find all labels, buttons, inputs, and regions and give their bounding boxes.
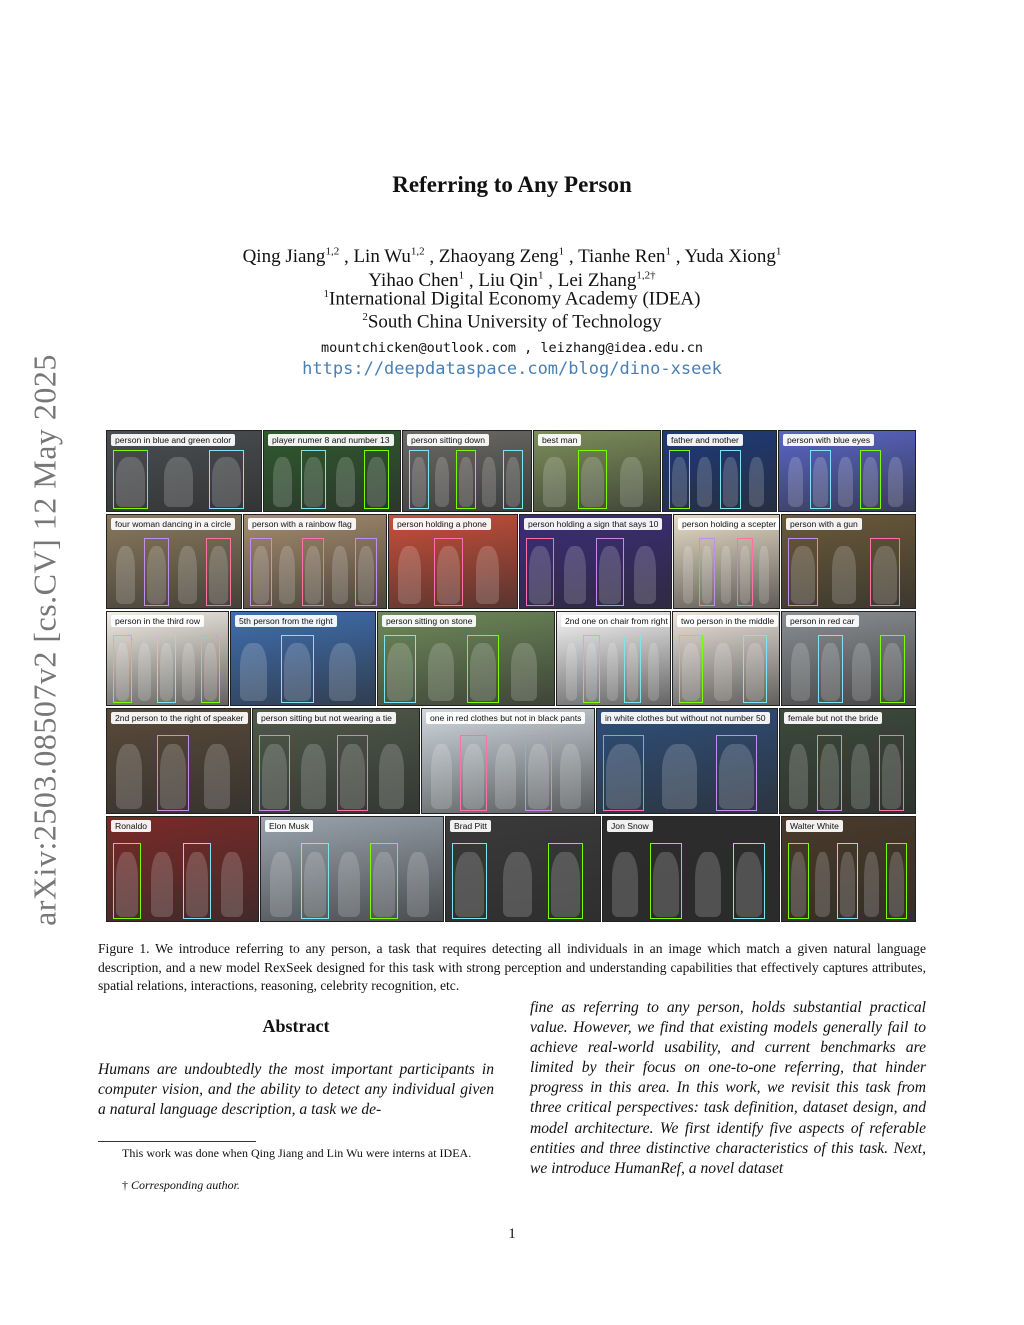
detection-box [337, 735, 368, 811]
detection-box [460, 735, 487, 811]
detection-box [201, 635, 220, 703]
tile-label: player numer 8 and number 13 [268, 434, 394, 446]
person-silhouette [138, 643, 151, 701]
person-silhouette [832, 546, 856, 604]
detection-box [370, 843, 398, 919]
person-silhouette [607, 643, 618, 701]
detection-box [183, 843, 211, 919]
figure-tile [106, 430, 262, 512]
person-silhouette [495, 744, 516, 809]
figure-tile [781, 514, 916, 609]
person-silhouette [662, 744, 697, 809]
arxiv-id: arXiv:2503.08507v2 [cs.CV] 12 May 2025 [26, 354, 63, 926]
detection-box [624, 635, 641, 703]
author: Zhaoyang Zeng$^1$ [438, 246, 565, 268]
person-silhouette [336, 457, 355, 507]
detection-box [699, 538, 715, 606]
tile-label: father and mother [667, 434, 743, 446]
detection-box [409, 450, 429, 509]
arxiv-sidebar [28, 340, 62, 940]
person-silhouette [182, 643, 195, 701]
footnote-corresponding: † Corresponding author. [122, 1178, 240, 1192]
author: Qing Jiang$^{1,2}$ [242, 246, 340, 268]
person-silhouette [151, 852, 173, 917]
detection-box [548, 843, 583, 919]
person-silhouette [634, 546, 656, 604]
figure-tile [519, 514, 672, 609]
detection-box [355, 538, 377, 606]
person-silhouette [476, 546, 499, 604]
detection-box [301, 450, 326, 509]
detection-box [669, 450, 690, 509]
detection-box [603, 735, 644, 811]
person-silhouette [721, 546, 731, 604]
person-silhouette [815, 852, 830, 917]
detection-box [679, 635, 703, 703]
detection-box [526, 538, 554, 606]
detection-box [144, 538, 169, 606]
author: Liu Qin$^1$ [478, 270, 544, 292]
footnote-rule [98, 1141, 256, 1142]
detection-box [650, 843, 682, 919]
figure-tile [260, 816, 444, 922]
footnote-interns: This work was done when Qing Jiang and Lin Wu were interns at IDEA. [122, 1146, 472, 1160]
figure-tile [779, 708, 916, 814]
detection-box [250, 538, 272, 606]
detection-box [737, 538, 753, 606]
detection-box [206, 538, 231, 606]
detection-box [870, 538, 900, 606]
person-silhouette [560, 744, 581, 809]
person-silhouette [270, 852, 292, 917]
tile-label: person with a gun [786, 518, 862, 530]
person-silhouette [379, 744, 404, 809]
detection-box [886, 843, 907, 919]
tile-label: Walter White [786, 820, 843, 832]
figure-tile [243, 514, 387, 609]
author-emails: mountchicken@outlook.com , leizhang@idea.edu.cn [320, 340, 703, 356]
detection-box [452, 843, 487, 919]
figure-tile [402, 430, 532, 512]
tile-label: Brad Pitt [450, 820, 491, 832]
tile-label: person with blue eyes [783, 434, 874, 446]
detection-box [860, 450, 881, 509]
paper-title: Referring to Any Person [392, 172, 632, 197]
tile-label: Jon Snow [607, 820, 653, 832]
figure-tile [533, 430, 661, 512]
figure-tile [781, 611, 916, 706]
person-silhouette [788, 457, 803, 507]
detection-box [817, 735, 842, 811]
figure-1-collage [106, 430, 916, 922]
person-silhouette [116, 744, 142, 809]
person-silhouette [543, 457, 566, 507]
tile-label: one in red clothes but not in black pants [426, 712, 585, 724]
detection-box [503, 450, 523, 509]
detection-box [583, 635, 600, 703]
tile-label: person sitting but not wearing a tie [257, 712, 396, 724]
tile-label: female but not the bride [784, 712, 882, 724]
tile-label: person holding a phone [393, 518, 491, 530]
person-silhouette [338, 852, 360, 917]
detection-box [788, 538, 818, 606]
person-silhouette [683, 546, 693, 604]
tile-label: 2nd one on chair from right [561, 615, 671, 627]
person-silhouette [407, 852, 429, 917]
detection-box [259, 735, 290, 811]
detection-box [810, 450, 831, 509]
detection-box [301, 843, 329, 919]
figure-tile [596, 708, 778, 814]
figure-tile [252, 708, 420, 814]
person-silhouette [329, 643, 356, 701]
detection-box [157, 635, 176, 703]
person-silhouette [428, 643, 454, 701]
figure-tile [106, 611, 229, 706]
person-silhouette [852, 643, 871, 701]
figure-tile [445, 816, 601, 922]
detection-box [456, 450, 476, 509]
tile-label: 5th person from the right [235, 615, 337, 627]
affiliation-1: $^1$International Digital Economy Academy (IDEA) [323, 288, 701, 310]
tile-label: person with a rainbow flag [248, 518, 356, 530]
figure-tile [106, 816, 259, 922]
author: Lin Wu$^{1,2}$ [353, 246, 425, 268]
detection-box [716, 735, 757, 811]
person-silhouette [789, 744, 808, 809]
author: Tianhe Ren$^1$ [578, 246, 672, 268]
detection-box [434, 538, 463, 606]
detection-box [733, 843, 765, 919]
person-silhouette [695, 852, 721, 917]
figure-tile [106, 514, 242, 609]
figure-tile [672, 611, 780, 706]
tile-label: person holding a scepter [678, 518, 780, 530]
person-silhouette [888, 457, 903, 507]
detection-box [788, 843, 809, 919]
person-silhouette [503, 852, 532, 917]
detection-box [525, 735, 552, 811]
figure-tile [778, 430, 916, 512]
person-silhouette [714, 643, 732, 701]
detection-box [818, 635, 843, 703]
detection-box [364, 450, 389, 509]
detection-box [467, 635, 499, 703]
person-silhouette [851, 744, 870, 809]
person-silhouette [204, 744, 230, 809]
authors-line-1: Qing Jiang$^{1,2}$ , Lin Wu$^{1,2}$ , Zhaoyang Zeng$^1$ , Tianhe Ren$^1$ , Yuda Xiong$^1$ [242, 246, 782, 268]
author: Lei Zhang$^{1,2\dagger}$ [557, 270, 656, 292]
person-silhouette [116, 546, 135, 604]
detection-box [743, 635, 767, 703]
person-silhouette [697, 457, 712, 507]
figure-tile [781, 816, 916, 922]
person-silhouette [749, 457, 764, 507]
figure-caption: Figure 1. We introduce referring to any person, a task that requires detecting all individuals in an image which match a given natural language description, and a new model RexSeek designed for this task with strong perception and understanding capabilities that effectively captures attributes, spatial relations, interactions, reasoning, celebrity recognition, etc. [98, 941, 926, 993]
person-silhouette [566, 643, 577, 701]
detection-box [113, 635, 132, 703]
figure-tile [421, 708, 595, 814]
person-silhouette [431, 744, 452, 809]
figure-tile [556, 611, 671, 706]
affiliation-2: $^2$South China University of Technology [362, 311, 662, 333]
detection-box [596, 538, 624, 606]
tile-label: person in red car [786, 615, 859, 627]
abstract-heading: Abstract [262, 1016, 330, 1036]
tile-label: two person in the middle [677, 615, 778, 627]
person-silhouette [332, 546, 348, 604]
tile-label: person sitting down [407, 434, 489, 446]
tile-label: in white clothes but without not number 50 [601, 712, 770, 724]
author: Yuda Xiong$^1$ [684, 246, 782, 268]
detection-box [879, 735, 904, 811]
project-link[interactable]: https://deepdataspace.com/blog/dino-xseek [302, 359, 722, 379]
person-silhouette [838, 457, 853, 507]
detection-box [302, 538, 324, 606]
detection-box [157, 735, 189, 811]
person-silhouette [273, 457, 292, 507]
figure-tile [662, 430, 777, 512]
person-silhouette [620, 457, 643, 507]
figure-tile [388, 514, 518, 609]
person-silhouette [612, 852, 638, 917]
abstract-text: Humans are undoubtedly the most important participants in computer vision, and the ability to detect any individual given a natural language description, a task we de- [98, 1061, 494, 1119]
detection-box [281, 635, 314, 703]
tile-label: Ronaldo [111, 820, 151, 832]
figure-tile [673, 514, 780, 609]
tile-label: person in the third row [111, 615, 204, 627]
tile-label: person sitting on stone [382, 615, 476, 627]
person-silhouette [240, 643, 267, 701]
person-silhouette [279, 546, 295, 604]
person-silhouette [221, 852, 243, 917]
figure-tile [106, 708, 251, 814]
tile-label: 2nd person to the right of speaker [111, 712, 248, 724]
tile-label: person holding a sign that says 10 [524, 518, 662, 530]
person-silhouette [398, 546, 421, 604]
person-silhouette [648, 643, 659, 701]
person-silhouette [301, 744, 326, 809]
tile-label: four woman dancing in a circle [111, 518, 235, 530]
person-silhouette [482, 457, 496, 507]
person-silhouette [759, 546, 769, 604]
tile-label: best man [538, 434, 581, 446]
tile-label: Elon Musk [265, 820, 313, 832]
person-silhouette [791, 643, 810, 701]
detection-box [880, 635, 905, 703]
person-silhouette [511, 643, 537, 701]
detection-box [720, 450, 741, 509]
detection-box [384, 635, 416, 703]
tile-label: person in blue and green color [111, 434, 235, 446]
person-silhouette [564, 546, 586, 604]
detection-box [113, 450, 148, 509]
body-text-right-column: fine as referring to any person, holds substantial practical value. However, we find that existing models generally fail to achieve real-world usability, and current benchmarks are limited by their focus on one-to-one referring, that hinder progress in this area. In this work, we revisit this task from three critical perspectives: task definition, dataset design, and model architecture. We first identify five aspects of referable entities and three distinctive characteristics of this task. Next, we introduce HumanRef, a novel dataset [530, 999, 926, 1177]
person-silhouette [435, 457, 449, 507]
detection-box [113, 843, 141, 919]
person-silhouette [164, 457, 193, 507]
person-silhouette [864, 852, 879, 917]
figure-tile [230, 611, 376, 706]
person-silhouette [178, 546, 197, 604]
figure-tile [602, 816, 780, 922]
author: Yihao Chen$^1$ [368, 270, 465, 292]
detection-box [209, 450, 244, 509]
figure-tile [377, 611, 555, 706]
authors-line-2: Yihao Chen$^1$ , Liu Qin$^1$ , Lei Zhang$^{1,2\dagger}$ [368, 270, 656, 292]
detection-box [837, 843, 858, 919]
detection-box [578, 450, 607, 509]
page-number: 1 [508, 1226, 516, 1242]
figure-tile [263, 430, 401, 512]
